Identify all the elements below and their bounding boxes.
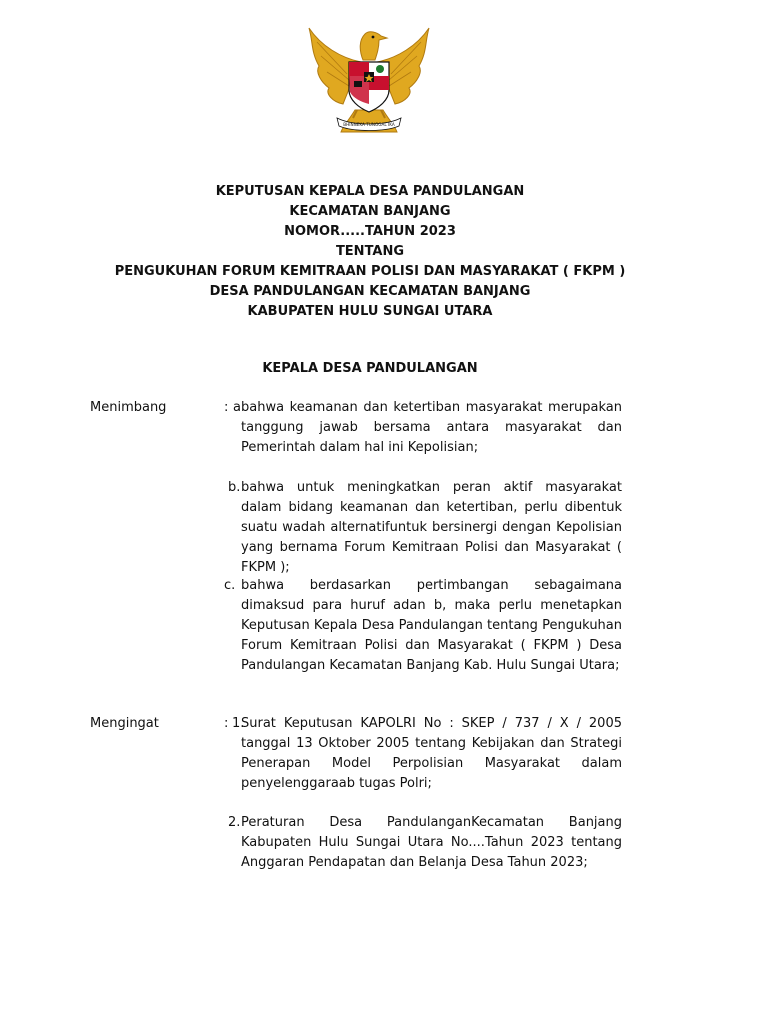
title-line-5: PENGUKUHAN FORUM KEMITRAAN POLISI DAN MASYARAKAT ( FKPM ) (114, 264, 626, 279)
menimbang-item-c: bahwa berdasarkan pertimbangan sebagaimana dimaksud para huruf adan b, maka perlu menetapkan Keputusan Kepala Desa Pandulangan tentang Pengukuhan Forum Kemitraan Polisi dan Masyarakat ( FKPM ) Desa Pandulangan Kecamatan Banjang Kab. Hulu Sungai Utara; (241, 578, 622, 673)
menimbang-label: Menimbang (90, 400, 167, 415)
title-line-6: DESA PANDULANGAN KECAMATAN BANJANG (209, 284, 531, 299)
mengingat-colon: : (224, 716, 229, 731)
mengingat-marker-1: 1. (232, 716, 245, 731)
motto-text: BHINNEKA TUNGGAL IKA (343, 122, 395, 127)
menimbang-marker-a: a (233, 400, 241, 415)
menimbang-marker-c: c. (224, 578, 236, 593)
title-line-2: KECAMATAN BANJANG (289, 204, 451, 219)
title-line-3: NOMOR.....TAHUN 2023 (284, 224, 456, 239)
section-heading: KEPALA DESA PANDULANGAN (262, 361, 478, 376)
menimbang-item-b: bahwa untuk meningkatkan peran aktif masyarakat dalam bidang keamanan dan ketertiban, perlu dibentuk suatu wadah alternatifuntuk bersinergi dengan Kepolisian yang bernama Forum Kemitraan Polisi dan Masyarakat ( FKPM ); (241, 480, 622, 575)
mengingat-item-2: Peraturan Desa PandulanganKecamatan Banjang Kabupaten Hulu Sungai Utara No....Tahun 2023 tentang Anggaran Pendapatan dan Belanja Desa Tahun 2023; (241, 815, 622, 870)
title-line-1: KEPUTUSAN KEPALA DESA PANDULANGAN (215, 184, 525, 199)
mengingat-label: Mengingat (90, 716, 159, 731)
title-line-7: KABUPATEN HULU SUNGAI UTARA (247, 304, 493, 319)
menimbang-colon: : (224, 400, 229, 415)
document-title-block (0, 182, 740, 322)
mengingat-marker-2: 2. (228, 815, 241, 830)
garuda-pancasila-emblem (303, 22, 435, 140)
title-line-4: TENTANG (335, 244, 405, 259)
mengingat-item-1: Surat Keputusan KAPOLRI No : SKEP / 737 / X / 2005 tanggal 13 Oktober 2005 tentang Kebijakan dan Strategi Penerapan Model Perpolisian Masyarakat dalam penyelenggaraab tugas Polri; (241, 716, 622, 791)
menimbang-item-a: bahwa keamanan dan ketertiban masyarakat merupakan tanggung jawab bersama antara masyarakat dan Pemerintah dalam hal ini Kepolisian; (241, 400, 622, 455)
menimbang-marker-b: b. (228, 480, 241, 495)
